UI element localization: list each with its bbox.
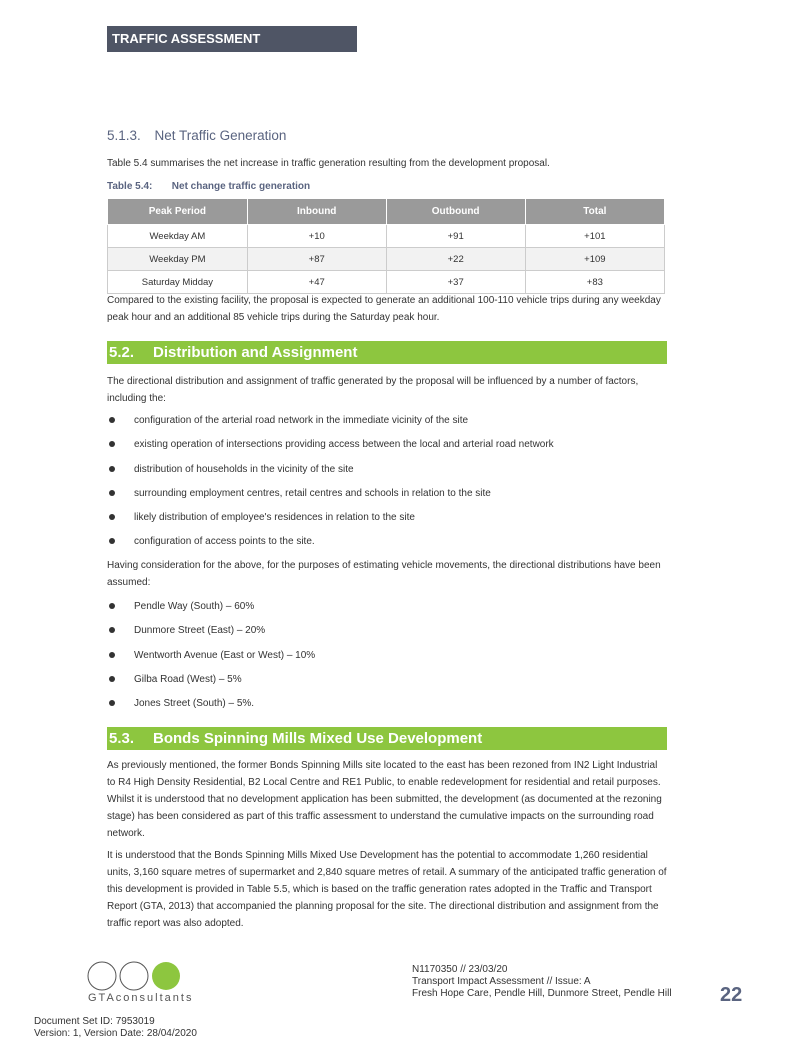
table-header-cell: Outbound	[386, 199, 525, 225]
list-item	[107, 533, 667, 557]
logo-circle-1	[88, 962, 116, 990]
bullet-icon	[109, 627, 115, 633]
table-row	[108, 225, 665, 248]
list-item	[107, 509, 667, 533]
section-number: 5.3.	[109, 730, 135, 747]
list-item-text: Wentworth Avenue (East or West) – 10%	[134, 649, 316, 661]
page-number: 22	[720, 984, 743, 1006]
bonds-paragraph-2: It is understood that the Bonds Spinning Mills Mixed Use Development has the potential to accommodate 1,260 residential units, 3,160 square metres of supermarket and 2,840 square metres of retail. A summary of the anticipated traffic generation of this development is provided in Table 5.5, which is based on the traffic generation rates adopted in the Traffic and Transport Report (GTA, 2013) that accompanied the planning proposal for the site. The directional distribution and assignment from the traffic report was also adopted.	[107, 850, 667, 929]
list-item-text: surrounding employment centres, retail centres and schools in relation to the site	[134, 487, 491, 499]
list-item	[107, 671, 667, 695]
table-cell: +83	[525, 271, 664, 294]
table-row	[108, 271, 665, 294]
section-heading-bonds	[107, 727, 667, 750]
list-item-text: Pendle Way (South) – 60%	[134, 601, 255, 612]
table-cell: Weekday PM	[108, 248, 248, 271]
list-item	[107, 598, 667, 622]
subsection-heading	[107, 128, 286, 143]
table-header-cell: Peak Period	[108, 199, 248, 225]
document-version: Version: 1, Version Date: 28/04/2020	[34, 1028, 197, 1039]
footer-report: Transport Impact Assessment // Issue: A	[412, 976, 591, 987]
table-header-row	[108, 199, 665, 225]
list-item-text: existing operation of intersections providing access between the local and arterial road network	[134, 439, 554, 451]
list-item	[107, 461, 667, 485]
section-title: Distribution and Assignment	[153, 344, 358, 361]
document-id	[34, 1016, 197, 1040]
net-change-table	[107, 198, 665, 294]
bullet-icon	[109, 652, 115, 658]
logo-circle-2	[120, 962, 148, 990]
footer-ref: N1170350 // 23/03/20	[412, 964, 508, 975]
bullet-icon	[109, 417, 115, 423]
list-item-text: configuration of the arterial road network in the immediate vicinity of the site	[134, 415, 469, 426]
bullet-icon	[109, 538, 115, 544]
footer-info	[412, 964, 672, 1000]
section-title: Bonds Spinning Mills Mixed Use Development	[153, 730, 483, 747]
net-traffic-intro: Table 5.4 summarises the net increase in traffic generation resulting from the development proposal.	[107, 158, 550, 169]
table-cell: +22	[386, 248, 525, 271]
table-cell: +101	[525, 225, 664, 248]
table-caption	[107, 181, 310, 192]
list-item-text: Dunmore Street (East) – 20%	[134, 625, 266, 637]
bullet-icon	[109, 441, 115, 447]
table-cell: Saturday Midday	[108, 271, 248, 294]
table-row	[108, 248, 665, 271]
net-traffic-summary: Compared to the existing facility, the proposal is expected to generate an additional 100-110 vehicle trips during any weekday peak hour and an additional 85 vehicle trips during the Saturday peak hour.	[107, 295, 661, 323]
bullet-icon	[109, 466, 115, 472]
list-item-text: likely distribution of employee's residences in relation to the site	[134, 512, 415, 524]
list-item-text: Jones Street (South) – 5%.	[134, 698, 255, 710]
list-item	[107, 647, 667, 671]
list-item	[107, 436, 667, 460]
distribution-intro: The directional distribution and assignment of traffic generated by the proposal will be influenced by a number of factors, including the:	[107, 376, 639, 404]
table-label: Table 5.4:	[107, 181, 153, 192]
table-header-cell: Total	[525, 199, 664, 225]
section-heading-distribution	[107, 341, 667, 364]
list-item-text: Gilba Road (West) – 5%	[134, 673, 242, 685]
section-number: 5.2.	[109, 344, 135, 361]
table-cell: +109	[525, 248, 664, 271]
bullet-icon	[109, 490, 115, 496]
logo-wordmark: GTAconsultants	[88, 992, 194, 1004]
table-cell: Weekday AM	[108, 225, 248, 248]
table-cell: +91	[386, 225, 525, 248]
bullet-icon	[109, 514, 115, 520]
header-title: TRAFFIC ASSESSMENT	[107, 26, 357, 52]
table-cell: +37	[386, 271, 525, 294]
list-item-text: configuration of access points to the site.	[134, 536, 315, 548]
distribution-assumption: Having consideration for the above, for the purposes of estimating vehicle movements, the directional distributions have been assumed:	[107, 560, 661, 588]
list-item-text: distribution of households in the vicinity of the site	[134, 463, 354, 475]
table-cell: +47	[247, 271, 386, 294]
bullet-icon	[109, 603, 115, 609]
document-set-id: Document Set ID: 7953019	[34, 1016, 155, 1027]
factor-list	[107, 412, 667, 558]
bonds-paragraph-1: As previously mentioned, the former Bonds Spinning Mills site located to the east has been rezoned from IN2 Light Industrial to R4 High Density Residential, B2 Local Centre and RE1 Public, to enable redevelopment for residential and retail purposes. Whilst it is understood that no development application has been submitted, the development (as documented at the rezoning stage) has been considered as part of this traffic assessment to understand the cumulative impacts on the surrounding road network.	[107, 760, 662, 839]
distribution-list	[107, 598, 667, 719]
logo-circle-3	[152, 962, 180, 990]
list-item	[107, 622, 667, 646]
table-cell: +10	[247, 225, 386, 248]
list-item	[107, 695, 667, 719]
subsection-number: 5.1.3.	[107, 128, 141, 143]
table-title: Net change traffic generation	[171, 181, 311, 192]
footer-project: Fresh Hope Care, Pendle Hill, Dunmore Street, Pendle Hill	[412, 988, 672, 999]
table-cell: +87	[247, 248, 386, 271]
list-item	[107, 485, 667, 509]
bullet-icon	[109, 700, 115, 706]
subsection-title: Net Traffic Generation	[154, 128, 287, 143]
bullet-icon	[109, 676, 115, 682]
table-header-cell: Inbound	[247, 199, 386, 225]
list-item	[107, 412, 667, 436]
